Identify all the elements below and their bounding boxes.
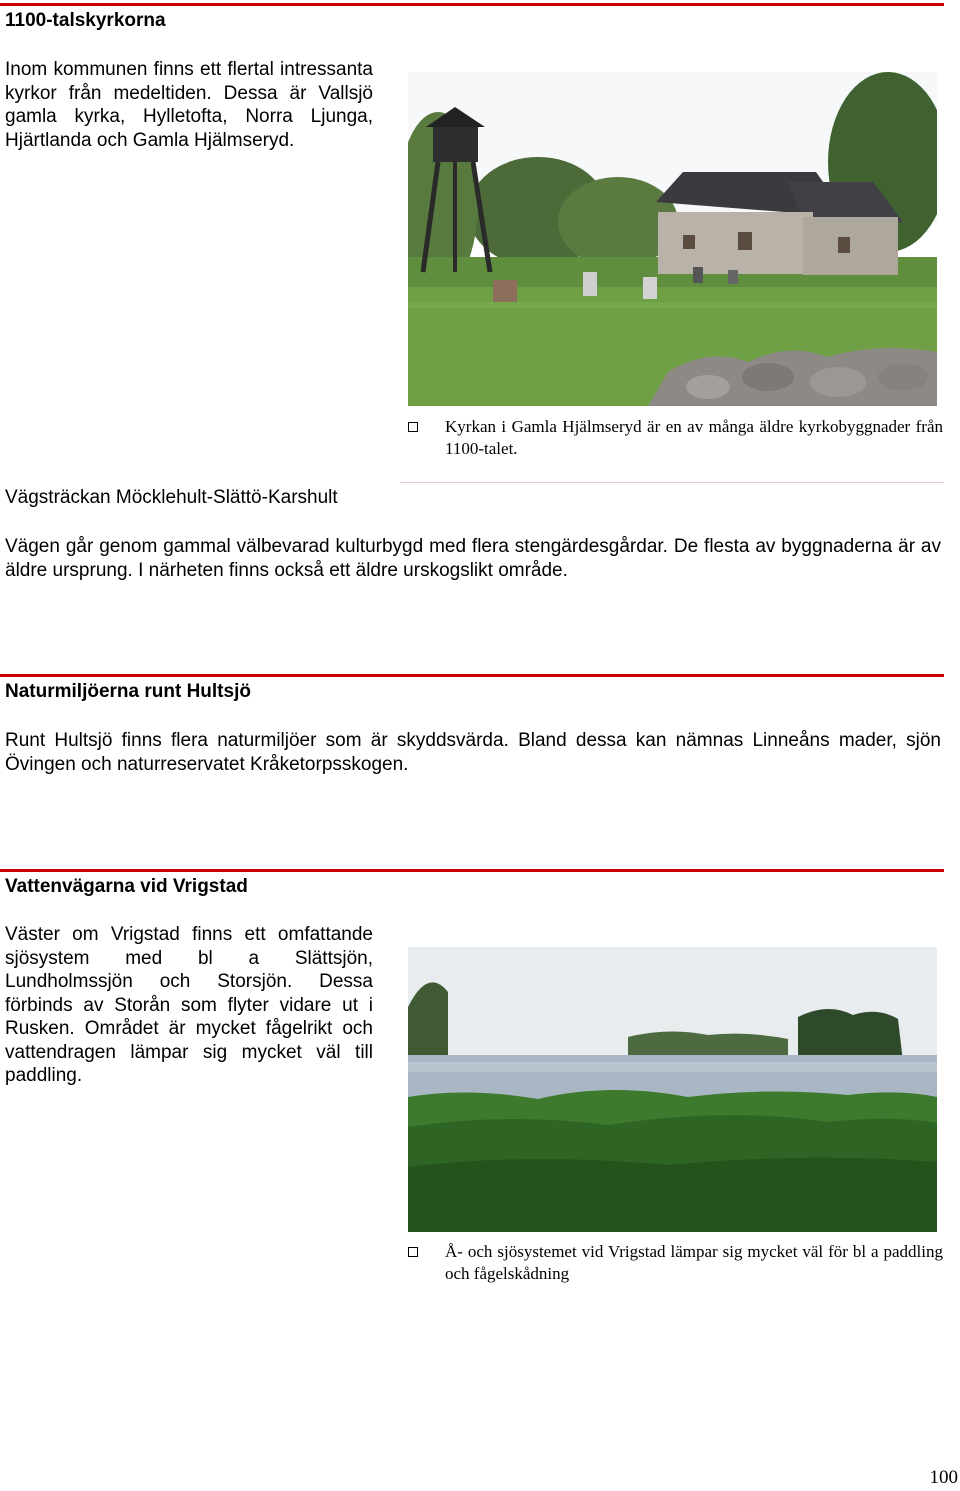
lake-photo: [408, 947, 937, 1232]
heading-road: Vägsträckan Möcklehult-Slättö-Karshult: [5, 487, 338, 508]
section-rule: [0, 869, 944, 872]
road-body: Vägen går genom gammal välbevarad kulturbygd med flera stengärdesgårdar. De flesta av byggnaderna är av äldre ursprung. I närheten finns också ett äldre urskogslikt område.: [5, 536, 941, 581]
heading-nature: Naturmiljöerna runt Hultsjö: [5, 681, 251, 702]
heading-waterways: Vattenvägarna vid Vrigstad: [5, 876, 248, 897]
section-rule: [0, 674, 944, 677]
section-rule: [0, 3, 944, 6]
church-photo: [408, 72, 937, 406]
church-photo-caption: Kyrkan i Gamla Hjälmseryd är en av många äldre kyrkobyggnader från 1100-talet.: [445, 417, 943, 458]
heading-churches: 1100-talskyrkorna: [5, 10, 166, 31]
caption-bullet-icon: [408, 1247, 418, 1257]
waterways-body: Väster om Vrigstad finns ett omfattande sjösystem med bl a Slättsjön, Lundholmssjön och Storsjön. Dessa förbinds av Storån som flyter vidare ut i Rusken. Området är mycket fågelrikt och vattendragen lämpar sig mycket väl till paddling.: [5, 924, 373, 1086]
divider-line: [400, 482, 944, 483]
nature-body: Runt Hultsjö finns flera naturmiljöer som är skyddsvärda. Bland dessa kan nämnas Linneåns mader, sjön Övingen och naturreservatet Kråketorpsskogen.: [5, 730, 941, 775]
lake-photo-caption: Å- och sjösystemet vid Vrigstad lämpar sig mycket väl för bl a paddling och fågelskådning: [445, 1242, 943, 1283]
page-number: 100: [929, 1467, 958, 1488]
caption-bullet-icon: [408, 422, 418, 432]
churches-body: Inom kommunen finns ett flertal intressanta kyrkor från medeltiden. Dessa är Vallsjö gamla kyrka, Hylletofta, Norra Ljunga, Hjärtlanda och Gamla Hjälmseryd.: [5, 59, 373, 151]
